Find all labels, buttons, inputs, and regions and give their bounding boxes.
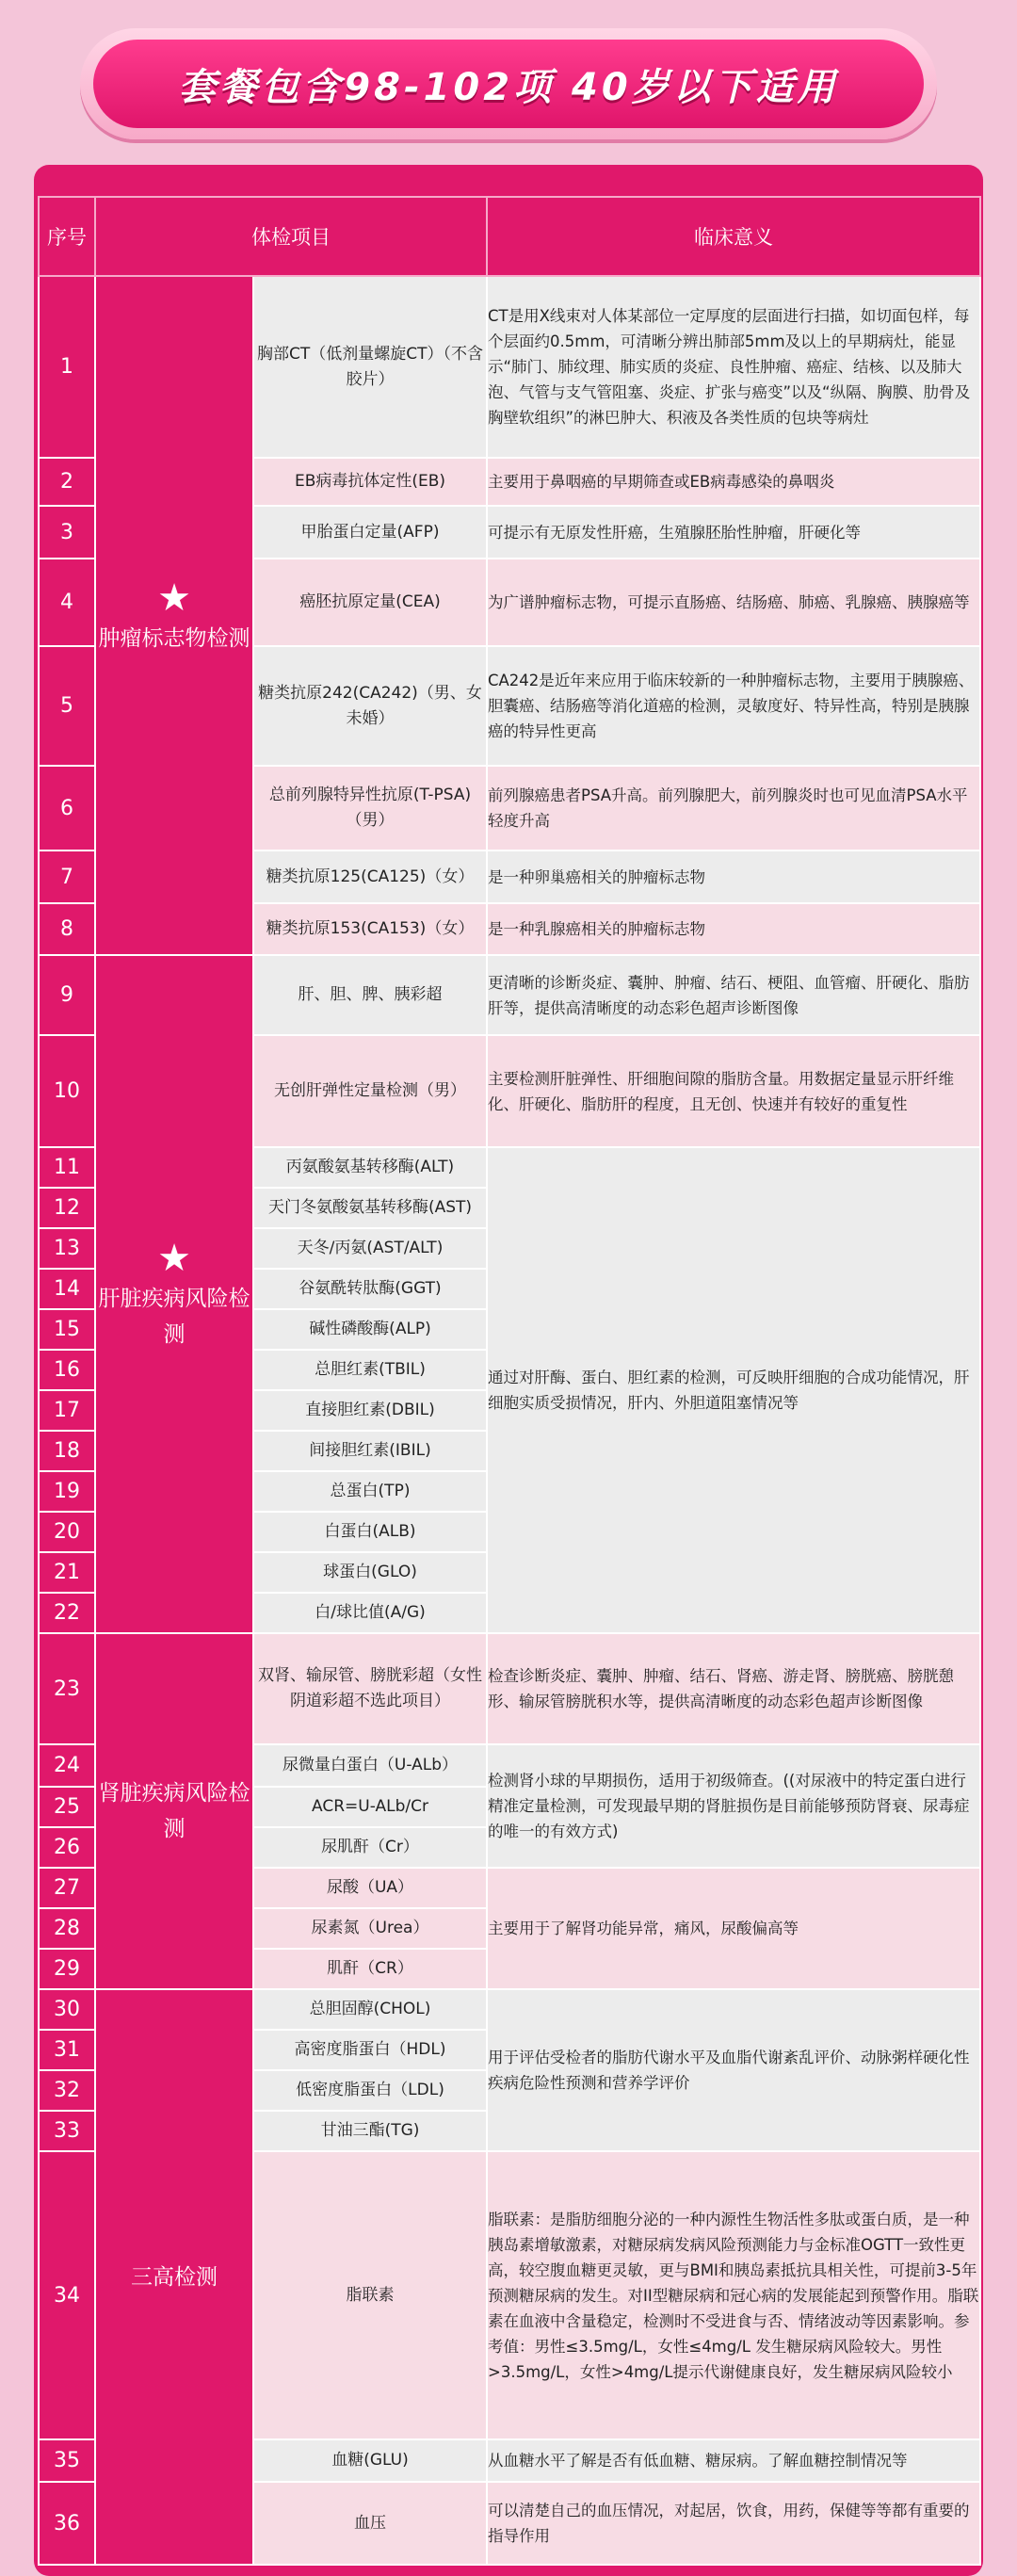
row-number: 9 — [39, 955, 95, 1035]
item-name: EB病毒抗体定性(EB) — [253, 458, 487, 506]
row-number: 16 — [39, 1350, 95, 1390]
item-name: 丙氨酸氨基转移酶(ALT) — [253, 1147, 487, 1188]
category-label: 肾脏疾病风险检测 — [98, 1781, 250, 1841]
header-meaning: 临床意义 — [487, 197, 980, 276]
row-number: 25 — [39, 1787, 95, 1827]
item-meaning: CT是用X线束对人体某部位一定厚度的层面进行扫描，如切面包样，每个层面约0.5mm，可清晰分辨出肺部5mm及以上的早期病灶，能显示“肺门、肺纹理、肺实质的炎症、良性肿瘤、癌症、结核、以及肺大泡、气管与支气管阻塞、炎症、扩张与癌变”以及“纵隔、胸膜、肋骨及胸壁软组织”的淋巴肿大、积液及各类性质的包块等病灶 — [487, 276, 980, 458]
item-name: 总胆固醇(CHOL) — [253, 1989, 487, 2030]
row-number: 20 — [39, 1512, 95, 1552]
row-number: 21 — [39, 1552, 95, 1593]
item-name: 碱性磷酸酶(ALP) — [253, 1309, 487, 1350]
item-name: 尿酸（UA） — [253, 1868, 487, 1908]
row-number: 17 — [39, 1390, 95, 1431]
row-number: 19 — [39, 1471, 95, 1512]
item-name: 双肾、输尿管、膀胱彩超（女性阴道彩超不选此项目） — [253, 1633, 487, 1744]
table-row — [39, 1989, 980, 2030]
star-icon: ★ — [157, 1237, 191, 1280]
item-name: 肌酐（CR） — [253, 1949, 487, 1989]
row-number: 23 — [39, 1633, 95, 1744]
row-number: 15 — [39, 1309, 95, 1350]
item-name: 白/球比值(A/G) — [253, 1593, 487, 1633]
item-name: 无创肝弹性定量检测（男） — [253, 1035, 487, 1147]
category-label: 肿瘤标志物检测 — [98, 625, 250, 651]
item-name: 白蛋白(ALB) — [253, 1512, 487, 1552]
item-name: 肝、胆、脾、胰彩超 — [253, 955, 487, 1035]
item-name: 谷氨酰转肽酶(GGT) — [253, 1269, 487, 1309]
row-number: 32 — [39, 2070, 95, 2111]
item-name: 糖类抗原242(CA242)（男、女未婚） — [253, 646, 487, 766]
row-number: 4 — [39, 559, 95, 646]
table-row — [39, 955, 980, 1035]
item-meaning: 可提示有无原发性肝癌，生殖腺胚胎性肿瘤，肝硬化等 — [487, 506, 980, 559]
item-meaning: CA242是近年来应用于临床较新的一种肿瘤标志物，主要用于胰腺癌、胆囊癌、结肠癌等消化道癌的检测，灵敏度好、特异性高，特别是胰腺癌的特异性更高 — [487, 646, 980, 766]
title-banner — [80, 28, 937, 139]
header-no: 序号 — [39, 197, 95, 276]
item-name: 直接胆红素(DBIL) — [253, 1390, 487, 1431]
item-meaning: 用于评估受检者的脂肪代谢水平及血脂代谢紊乱评价、动脉粥样硬化性疾病危险性预测和营养学评价 — [487, 1989, 980, 2151]
row-number: 34 — [39, 2151, 95, 2439]
item-meaning: 主要检测肝脏弹性、肝细胞间隙的脂肪含量。用数据定量显示肝纤维化、肝硬化、脂肪肝的程度，且无创、快速并有较好的重复性 — [487, 1035, 980, 1147]
table-row — [39, 276, 980, 458]
item-name: 低密度脂蛋白（LDL) — [253, 2070, 487, 2111]
row-number: 29 — [39, 1949, 95, 1989]
row-number: 5 — [39, 646, 95, 766]
row-number: 33 — [39, 2111, 95, 2151]
category-kidney — [95, 1633, 253, 1989]
header-item: 体检项目 — [95, 197, 487, 276]
item-meaning: 主要用于了解肾功能异常，痛风，尿酸偏高等 — [487, 1868, 980, 1989]
row-number: 22 — [39, 1593, 95, 1633]
item-name: 间接胆红素(IBIL) — [253, 1431, 487, 1471]
item-meaning: 是一种乳腺癌相关的肿瘤标志物 — [487, 903, 980, 955]
item-name: 高密度脂蛋白（HDL) — [253, 2030, 487, 2070]
item-meaning: 检查诊断炎症、囊肿、肿瘤、结石、肾癌、游走肾、膀胱癌、膀胱憩形、输尿管膀胱积水等，提供高清晰度的动态彩色超声诊断图像 — [487, 1633, 980, 1744]
row-number: 13 — [39, 1228, 95, 1269]
item-meaning: 前列腺癌患者PSA升高。前列腺肥大，前列腺炎时也可见血清PSA水平轻度升高 — [487, 766, 980, 851]
item-name: 糖类抗原153(CA153)（女） — [253, 903, 487, 955]
row-number: 6 — [39, 766, 95, 851]
item-name: 尿肌酐（Cr） — [253, 1827, 487, 1868]
item-name: 脂联素 — [253, 2151, 487, 2439]
item-meaning: 通过对肝酶、蛋白、胆红素的检测，可反映肝细胞的合成功能情况，肝细胞实质受损情况，肝内、外胆道阻塞情况等 — [487, 1147, 980, 1633]
item-name: 血糖(GLU) — [253, 2439, 487, 2482]
item-name: 总前列腺特异性抗原(T-PSA)（男） — [253, 766, 487, 851]
item-meaning: 主要用于鼻咽癌的早期筛查或EB病毒感染的鼻咽炎 — [487, 458, 980, 506]
table-header-row — [39, 197, 980, 276]
row-number: 11 — [39, 1147, 95, 1188]
row-number: 28 — [39, 1908, 95, 1949]
item-name: 血压 — [253, 2482, 487, 2565]
item-name: 甲胎蛋白定量(AFP) — [253, 506, 487, 559]
row-number: 31 — [39, 2030, 95, 2070]
item-meaning: 检测肾小球的早期损伤，适用于初级筛查。((对尿液中的特定蛋白进行精准定量检测，可发现最早期的肾脏损伤是目前能够预防肾衰、尿毒症的唯一的有效方式) — [487, 1744, 980, 1868]
row-number: 30 — [39, 1989, 95, 2030]
category-tumor — [95, 276, 253, 955]
row-number: 7 — [39, 851, 95, 903]
row-number: 35 — [39, 2439, 95, 2482]
star-icon: ★ — [157, 575, 191, 620]
item-name: 天门冬氨酸氨基转移酶(AST) — [253, 1188, 487, 1228]
item-name: 总胆红素(TBIL) — [253, 1350, 487, 1390]
row-number: 12 — [39, 1188, 95, 1228]
row-number: 2 — [39, 458, 95, 506]
item-name: 球蛋白(GLO) — [253, 1552, 487, 1593]
category-label: 肝脏疾病风险检测 — [98, 1287, 250, 1347]
item-meaning: 为广谱肿瘤标志物，可提示直肠癌、结肠癌、肺癌、乳腺癌、胰腺癌等 — [487, 559, 980, 646]
row-number: 10 — [39, 1035, 95, 1147]
item-name: 糖类抗原125(CA125)（女） — [253, 851, 487, 903]
row-number: 18 — [39, 1431, 95, 1471]
row-number: 3 — [39, 506, 95, 559]
item-name: 癌胚抗原定量(CEA) — [253, 559, 487, 646]
category-label: 三高检测 — [131, 2264, 218, 2290]
item-name: 总蛋白(TP) — [253, 1471, 487, 1512]
item-meaning: 从血糖水平了解是否有低血糖、糖尿病。了解血糖控制情况等 — [487, 2439, 980, 2482]
row-number: 24 — [39, 1744, 95, 1787]
row-number: 27 — [39, 1868, 95, 1908]
category-three-high — [95, 1989, 253, 2565]
category-liver — [95, 955, 253, 1633]
checkup-table — [38, 196, 981, 2566]
item-meaning: 是一种卵巢癌相关的肿瘤标志物 — [487, 851, 980, 903]
item-name: 尿微量白蛋白（U-ALb） — [253, 1744, 487, 1787]
item-meaning: 更清晰的诊断炎症、囊肿、肿瘤、结石、梗阻、血管瘤、肝硬化、脂肪肝等，提供高清晰度的动态彩色超声诊断图像 — [487, 955, 980, 1035]
item-name: 胸部CT（低剂量螺旋CT）（不含胶片） — [253, 276, 487, 458]
item-name: 天冬/丙氨(AST/ALT) — [253, 1228, 487, 1269]
item-name: 尿素氮（Urea） — [253, 1908, 487, 1949]
item-meaning: 可以清楚自己的血压情况，对起居，饮食，用药，保健等等都有重要的指导作用 — [487, 2482, 980, 2565]
banner-title: 套餐包含98-102项 40岁以下适用 — [93, 40, 924, 128]
row-number: 14 — [39, 1269, 95, 1309]
item-name: ACR=U-ALb/Cr — [253, 1787, 487, 1827]
row-number: 1 — [39, 276, 95, 458]
item-name: 甘油三酯(TG) — [253, 2111, 487, 2151]
row-number: 36 — [39, 2482, 95, 2565]
row-number: 26 — [39, 1827, 95, 1868]
row-number: 8 — [39, 903, 95, 955]
table-row — [39, 1633, 980, 1744]
item-meaning: 脂联素：是脂肪细胞分泌的一种内源性生物活性多肽或蛋白质，是一种胰岛素增敏激素，对糖尿病发病风险预测能力与金标准OGTT一致性更高，较空腹血糖更灵敏，更与BMI和胰岛素抵抗具相关性，可提前3-5年预测糖尿病的发生。对II型糖尿病和冠心病的发展能起到预警作用。脂联素在血液中含量稳定，检测时不受进食与否、情绪波动等因素影响。参考值：男性≤3.5mg/L，女性≤4mg/L 发生糖尿病风险较大。男性>3.5mg/L，女性>4mg/L提示代谢健康良好，发生糖尿病风险较小 — [487, 2151, 980, 2439]
